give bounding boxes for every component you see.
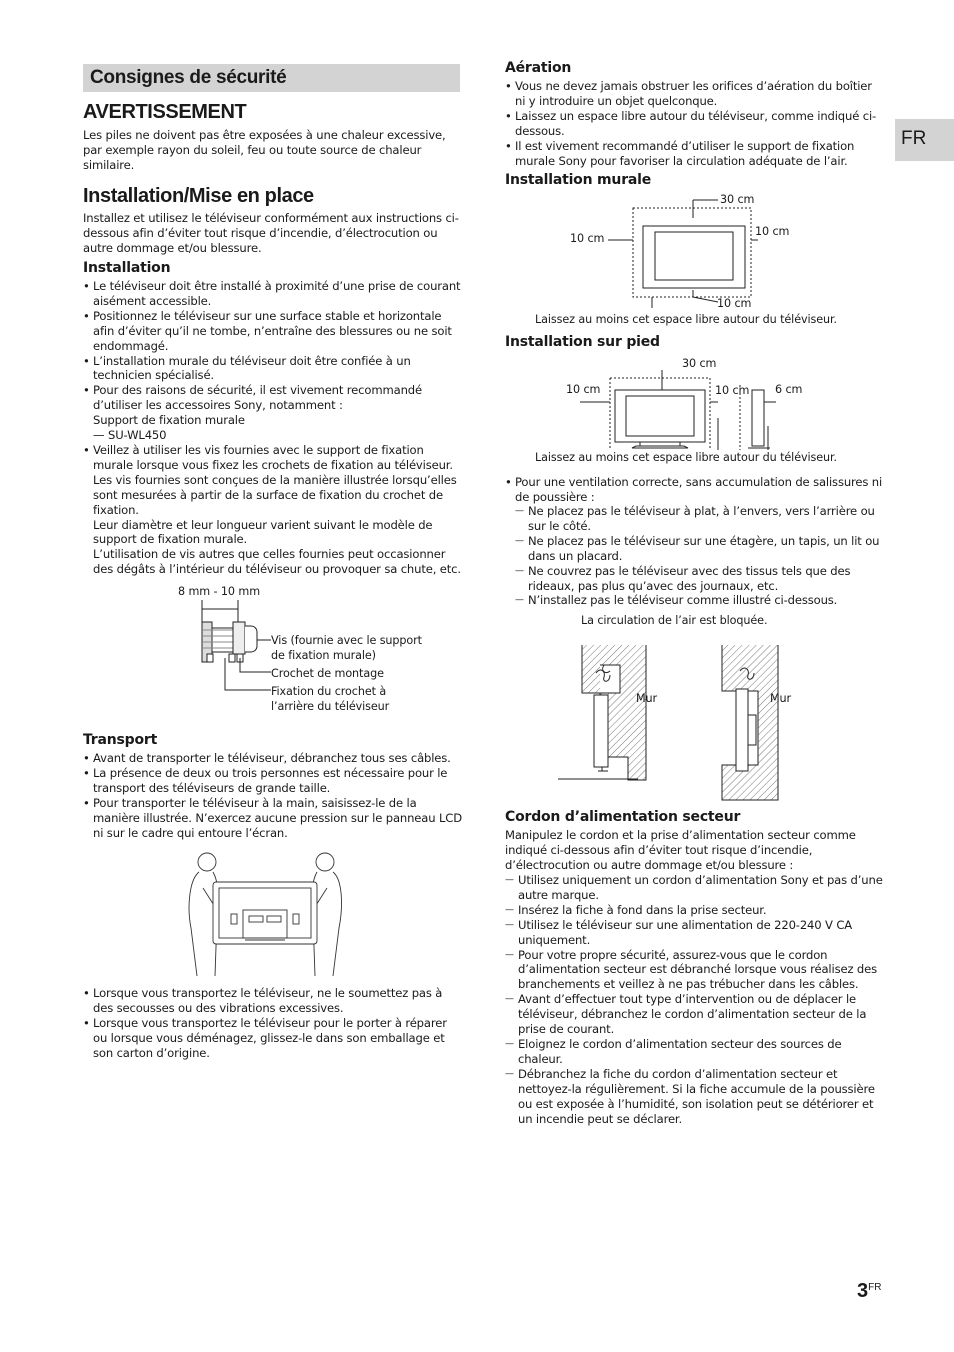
page-number-suffix: FR [868,1282,882,1293]
list-item: — Insérez la fiche à fond dans la prise secteur. [505,903,885,918]
wall-left-clearance: 10 cm [570,232,605,245]
list-item: — Ne placez pas le téléviseur à plat, à l’envers, vers l’arrière ou sur le côté. [515,504,883,534]
list-item: • Pour une ventilation correcte, sans accumulation de salissures ni de poussière : [505,475,885,505]
list-item: — Avant d’effectuer tout type d’intervention ou de déplacer le téléviseur, débranchez le cordon d’alimentation secteur de la prise de courant. [505,992,885,1037]
list-item: — Utilisez le téléviseur sur une alimentation de 220-240 V CA uniquement. [505,918,885,948]
list-item: — Ne placez pas le téléviseur sur une étagère, un tapis, un lit ou dans un placard. [515,534,883,564]
stand-left-clearance: 10 cm [566,383,601,396]
list-item: • Le téléviseur doit être installé à proximité d’une prise de courant aisément accessible. [83,279,463,309]
list-item-text: Pour des raisons de sécurité, il est vivement recommandé d’utiliser les accessoires Sony, notamment : [93,383,422,413]
page-number [857,1280,881,1303]
power-cord-heading: Cordon d’alimentation secteur [505,809,741,825]
list-item: — Utilisez uniquement un cordon d’alimentation Sony et pas d’une autre marque. [505,873,885,903]
list-item: — Débranchez la fiche du cordon d’alimentation secteur et nettoyez-la régulièrement. Si la fiche accumule de la poussière ou est exposée à l’humidité, son isolation peut se détériorer et un incendie peut se déclarer. [505,1067,885,1127]
list-item: • Lorsque vous transportez le téléviseur pour le porter à réparer ou lorsque vous déménagez, glissez-le dans son emballage et son carton d’origine. [83,1016,463,1061]
stand-right-clearance: 10 cm [715,384,750,397]
wall-clearance-diagram [600,198,760,308]
screw-label: Vis (fournie avec le support [271,634,422,647]
list-item: • Laissez un espace libre autour du téléviseur, comme indiqué ci-dessous. [505,109,883,139]
wall-label-1: Mur [636,692,658,705]
language-tab-label: FR [901,128,927,149]
tv-carrying-illustration [185,848,345,978]
stand-install-heading: Installation sur pied [505,334,660,350]
screw-size-label: 8 mm - 10 mm [178,585,261,598]
list-item: • Positionnez le téléviseur sur une surface stable et horizontale afin d’éviter qu’il ne tombe, n’entraîne des blessures ou ne soit endommagé. [83,309,463,354]
list-item [83,443,463,577]
transport-heading: Transport [83,732,158,748]
blocked-airflow-illustration [558,645,788,800]
screw-label-2: de fixation murale) [271,649,376,662]
list-item-text: L’utilisation de vis autres que celles fournies peut occasionner des dégâts à l’intérieur du téléviseur ou provoquer sa chute, etc. [93,547,461,577]
list-item: — Ne couvrez pas le téléviseur avec des tissus tels que des rideaux, pas plus qu’avec des journaux, etc. [515,564,883,594]
install-title: Installation/Mise en place [83,185,314,207]
bracket-label: Support de fixation murale [93,413,245,428]
list-item-text: Leur diamètre et leur longueur varient suivant le modèle de support de fixation murale. [93,517,433,547]
list-item: • La présence de deux ou trois personnes est nécessaire pour le transport des téléviseurs de grande taille. [83,766,463,796]
wall-top-clearance: 30 cm [720,193,755,206]
blocked-caption: La circulation de l’air est bloquée. [581,614,768,627]
installation-heading: Installation [83,260,171,276]
list-item: • Pour transporter le téléviseur à la main, saisissez-le de la manière illustrée. N’exercez aucune pression sur le panneau LCD ni sur le cadre qui entoure l’écran. [83,796,463,841]
language-tab [895,119,954,161]
install-intro: Installez et utilisez le téléviseur conformément aux instructions ci-dessous afin d’éviter tout risque d’incendie, d’électrocution ou autre dommage et/ou blessure. [83,211,459,255]
fix-label-2: l’arrière du téléviseur [271,700,390,713]
fix-label: Fixation du crochet à [271,685,387,698]
list-item: • Il est vivement recommandé d’utiliser le support de fixation murale Sony pour favoriser la circulation adéquate de l’air. [505,139,883,169]
list-item: — N’installez pas le téléviseur comme illustré ci-dessous. [515,593,883,608]
wall-caption: Laissez au moins cet espace libre autour du téléviseur. [535,313,837,326]
transport-list-2 [83,986,463,1061]
warning-title: AVERTISSEMENT [83,101,247,123]
ventilation-dash-list [515,504,883,608]
list-item: • Lorsque vous transportez le téléviseur, ne le soumettez pas à des secousses ou des vibrations excessives. [83,986,463,1016]
wall-right-clearance: 10 cm [755,225,790,238]
stand-caption: Laissez au moins cet espace libre autour du téléviseur. [535,451,837,464]
hook-label: Crochet de montage [271,667,384,680]
power-cord-list [505,873,885,1126]
list-item [83,383,463,443]
section-title: Consignes de sécurité [90,67,287,88]
stand-top-clearance: 30 cm [682,357,717,370]
list-item: • Vous ne devez jamais obstruer les orifices d’aération du boîtier ni y introduire un objet quelconque. [505,79,883,109]
screw-diagram [195,600,275,710]
power-cord-intro: Manipulez le cordon et la prise d’alimentation secteur comme indiqué ci-dessous afin d’éviter tout risque d’incendie, d’électrocution ou autre dommage et/ou blessure : [505,828,856,872]
list-item-text: Veillez à utiliser les vis fournies avec le support de fixation murale lorsque vous fixez les crochets de fixation au téléviseur. Les vis fournies sont conçues de la manière illustrée lorsqu’elles sont mesurées à partir de la surface de fixation du crochet de fixation. [93,442,457,517]
installation-list [83,279,463,577]
page-number-value: 3 [857,1280,869,1302]
wall-install-heading: Installation murale [505,172,652,188]
bracket-model: — SU-WL450 [93,428,167,443]
ventilation-list [505,475,885,505]
stand-back-clearance: 6 cm [775,383,803,396]
wall-bottom-clearance: 10 cm [717,297,752,310]
transport-list [83,751,463,840]
aeration-heading: Aération [505,60,572,76]
warning-text: Les piles ne doivent pas être exposées à une chaleur excessive, par exemple rayon du soleil, feu ou toute source de chaleur similaire. [83,128,446,172]
aeration-list [505,79,883,168]
list-item: — Pour votre propre sécurité, assurez-vous que le cordon d’alimentation secteur est débranché lorsque vous réalisez des branchements et veillez à ne pas trébucher dans les câbles. [505,948,885,993]
list-item: • L’installation murale du téléviseur doit être confiée à un technicien spécialisé. [83,354,463,384]
wall-label-2: Mur [770,692,792,705]
list-item: — Eloignez le cordon d’alimentation secteur des sources de chaleur. [505,1037,885,1067]
section-title-bar [83,64,460,92]
list-item: • Avant de transporter le téléviseur, débranchez tous ses câbles. [83,751,463,766]
